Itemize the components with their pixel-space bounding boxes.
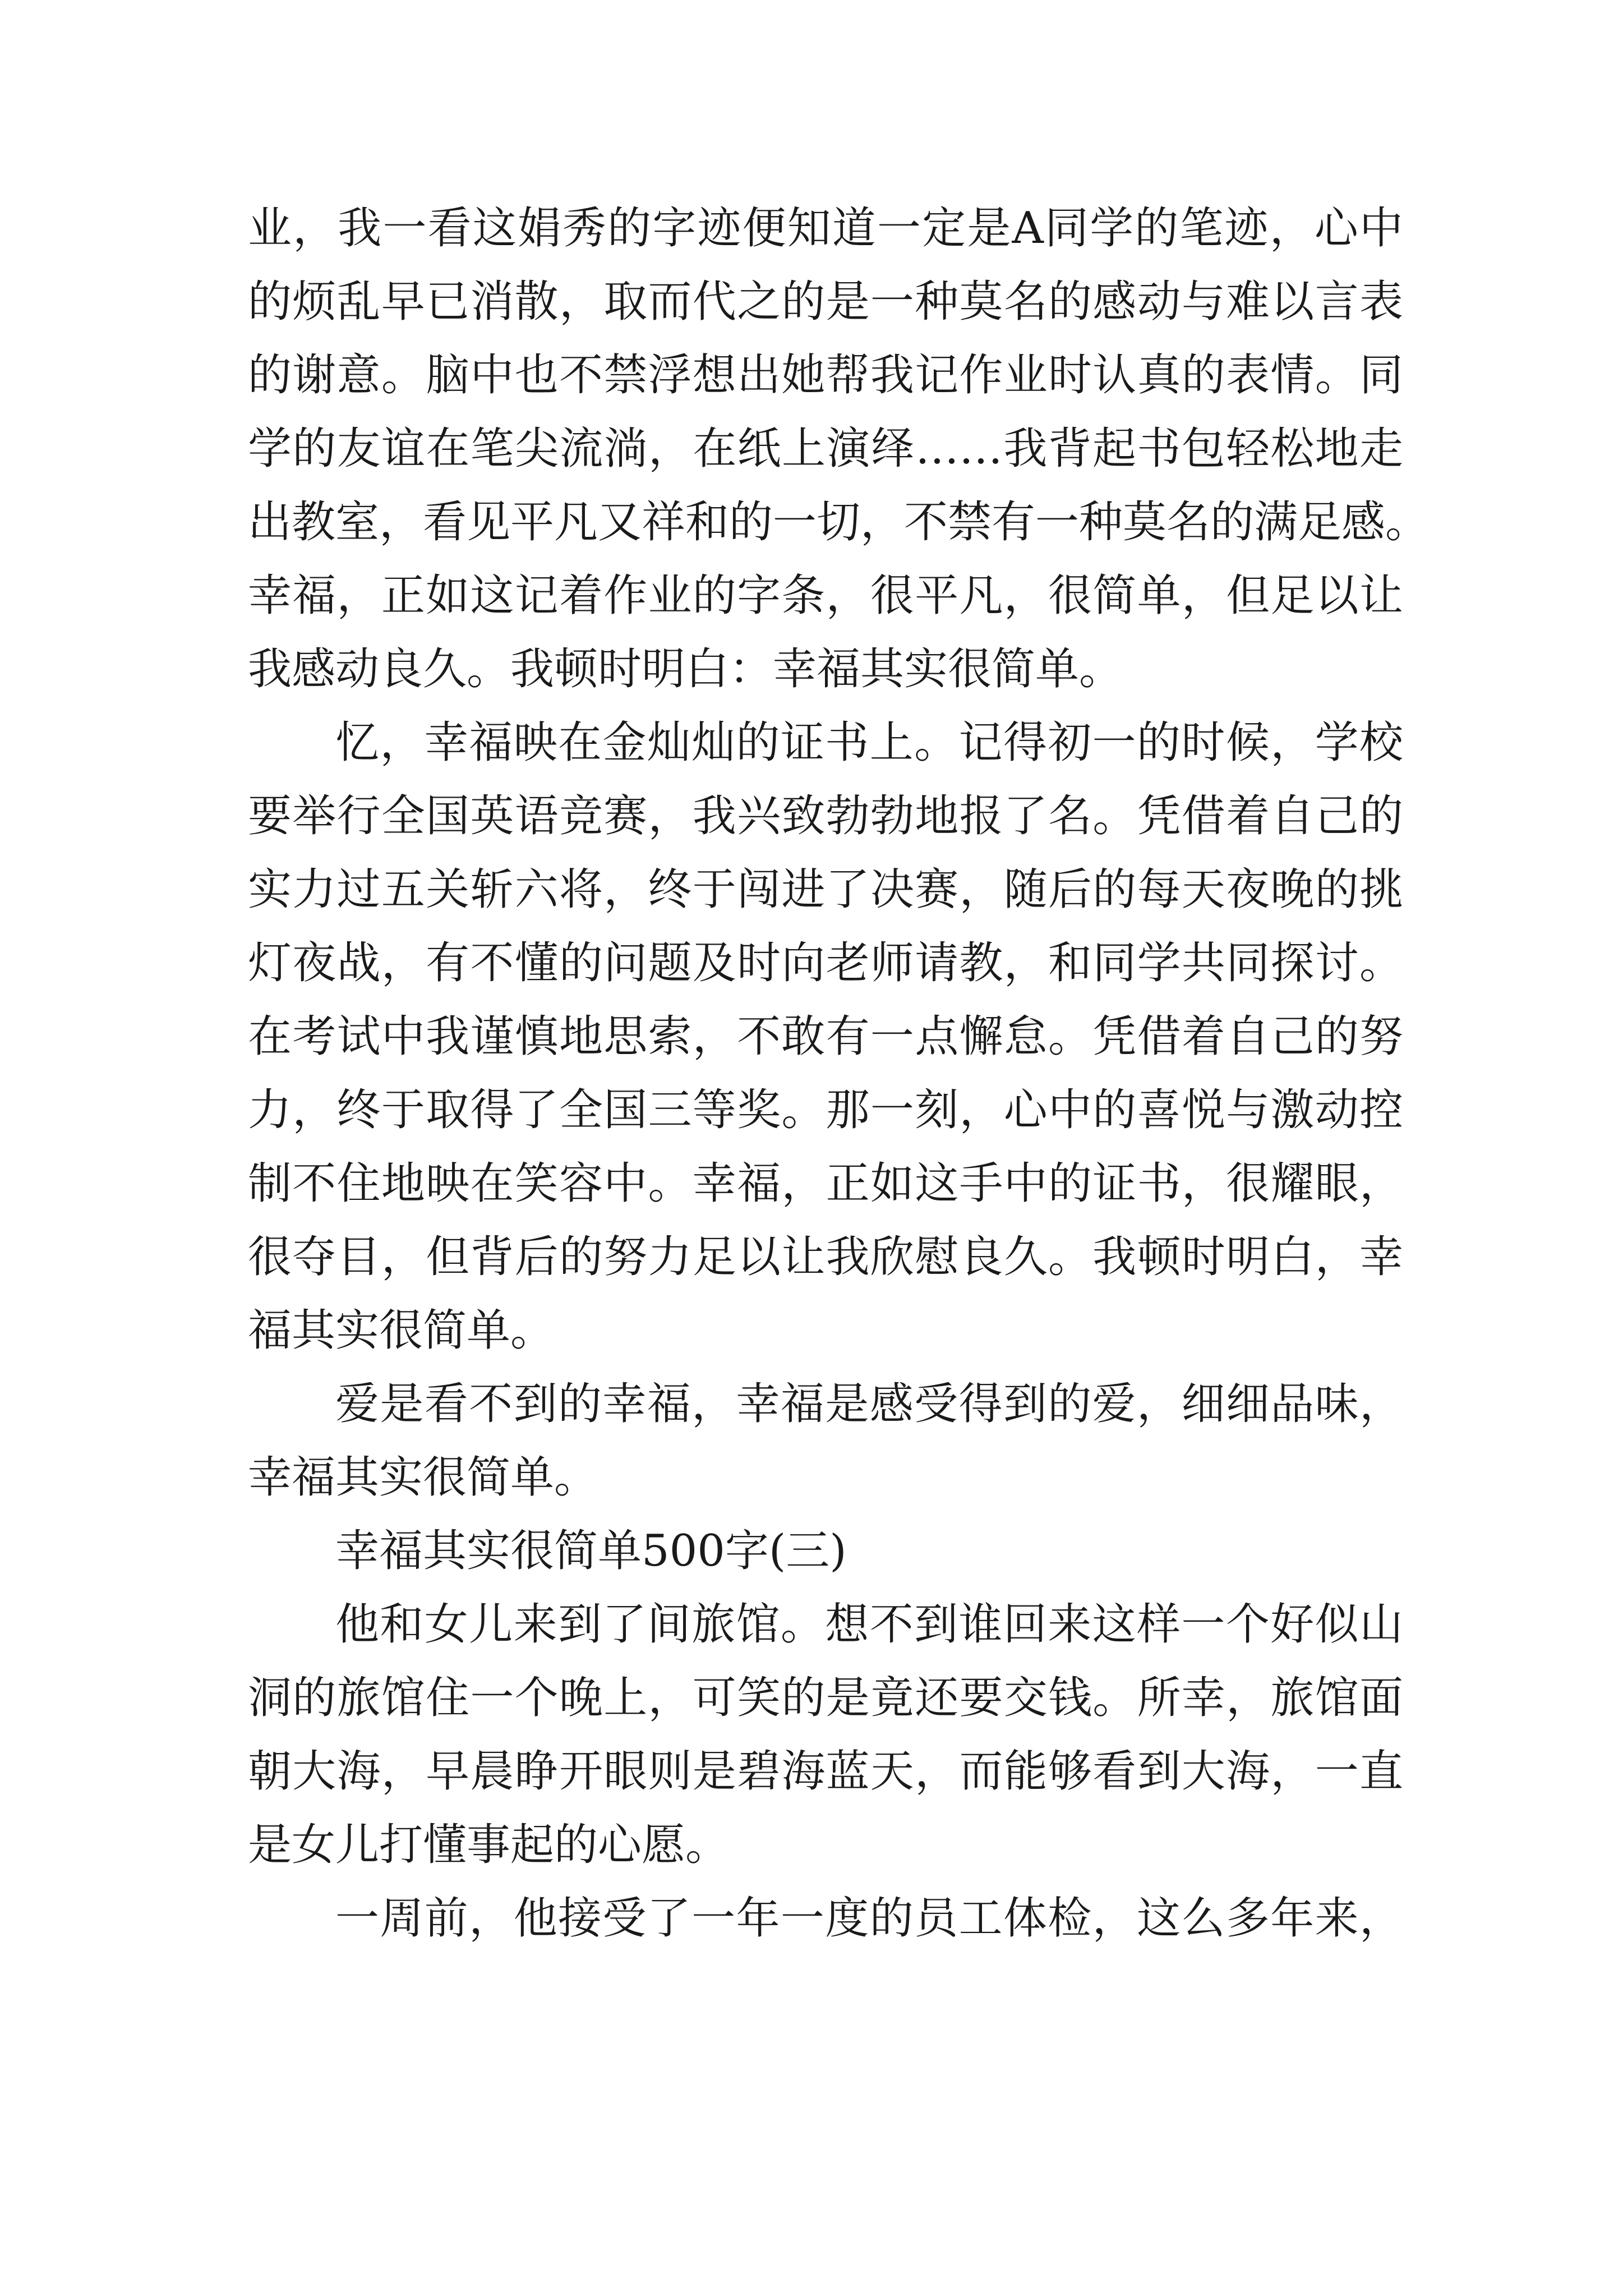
text-line: 忆，幸福映在金灿灿的证书上。记得初一的时候，学校 (335, 717, 1403, 768)
text-line: 出教室，看见平凡又祥和的一切，不禁有一种莫名的满足感。 (248, 497, 1430, 547)
text-line: 业，我一看这娟秀的字迹便知道一定是A同学的笔迹，心中 (248, 203, 1403, 254)
text-line: 很夺目，但背后的努力足以让我欣慰良久。我顿时明白，幸 (248, 1232, 1403, 1282)
text-line: 一周前，他接受了一年一度的员工体检，这么多年来， (335, 1893, 1403, 1944)
text-line: 朝大海，早晨睁开眼则是碧海蓝天，而能够看到大海，一直 (248, 1746, 1403, 1797)
text-line: 在考试中我谨慎地思索，不敢有一点懈怠。凭借着自己的努 (248, 1011, 1403, 1062)
text-line: 他和女儿来到了间旅馆。想不到谁回来这样一个好似山 (335, 1599, 1403, 1650)
text-line: 学的友谊在笔尖流淌，在纸上演绎……我背起书包轻松地走 (248, 424, 1403, 474)
text-line: 幸福其实很简单。 (248, 1452, 598, 1503)
text-line: 幸福其实很简单500字(三) (335, 1526, 847, 1576)
text-line: 的谢意。脑中也不禁浮想出她帮我记作业时认真的表情。同 (248, 350, 1403, 401)
text-line: 灯夜战，有不懂的问题及时向老师请教，和同学共同探讨。 (248, 938, 1403, 988)
text-line: 幸福，正如这记着作业的字条，很平凡，很简单，但足以让 (248, 570, 1403, 621)
text-line: 要举行全国英语竞赛，我兴致勃勃地报了名。凭借着自己的 (248, 791, 1403, 841)
text-line: 力，终于取得了全国三等奖。那一刻，心中的喜悦与激动控 (248, 1085, 1403, 1135)
text-line: 福其实很简单。 (248, 1305, 555, 1356)
text-line: 是女儿打懂事起的心愿。 (248, 1820, 730, 1870)
text-line: 我感动良久。我顿时明白：幸福其实很简单。 (248, 644, 1123, 694)
text-line: 洞的旅馆住一个晚上，可笑的是竟还要交钱。所幸，旅馆面 (248, 1673, 1403, 1723)
text-line: 实力过五关斩六将，终于闯进了决赛，随后的每天夜晚的挑 (248, 864, 1403, 915)
text-line: 爱是看不到的幸福，幸福是感受得到的爱，细细品味， (335, 1379, 1403, 1429)
text-line: 的烦乱早已消散，取而代之的是一种莫名的感动与难以言表 (248, 277, 1403, 327)
text-line: 制不住地映在笑容中。幸福，正如这手中的证书，很耀眼， (248, 1158, 1403, 1209)
body-text (248, 192, 1430, 1955)
